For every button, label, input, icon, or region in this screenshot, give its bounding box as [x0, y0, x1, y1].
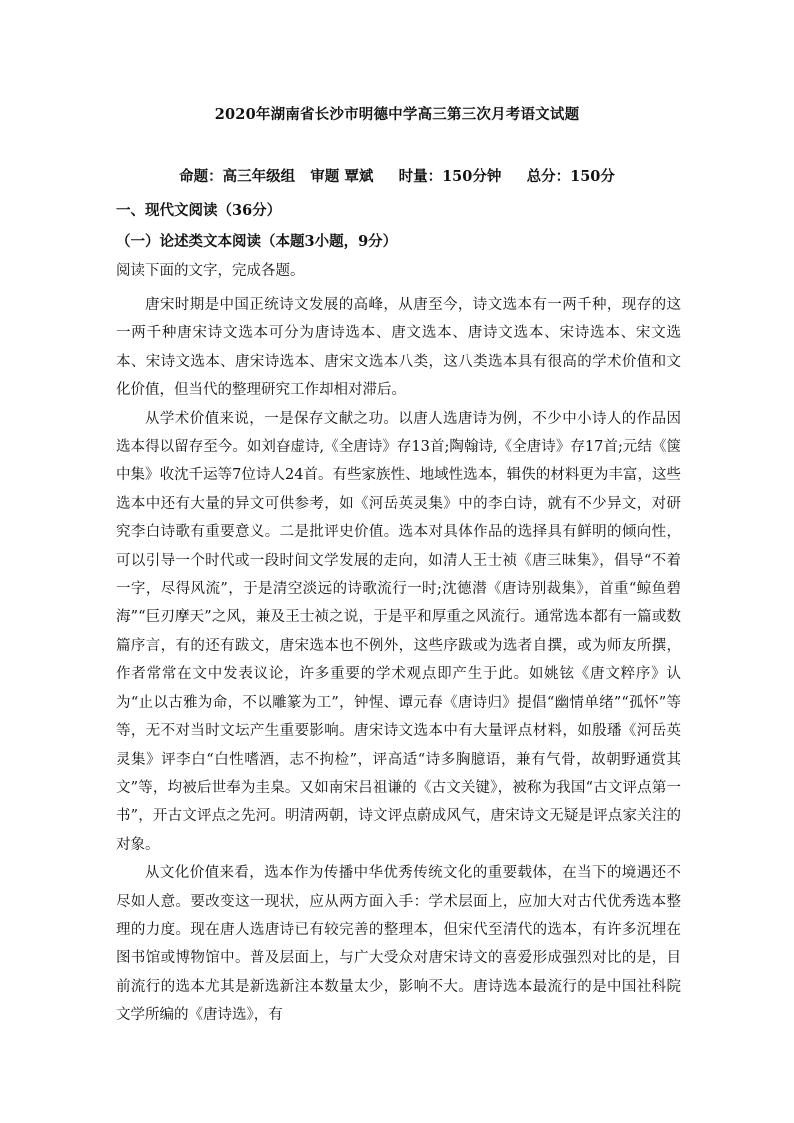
passage-body	[116, 291, 681, 1030]
passage-paragraph: 从学术价值来说，一是保存文献之功。以唐人选唐诗为例，不少中小诗人的作品因选本得以留存至今。如刘昚虚诗,《全唐诗》存13首;陶翰诗,《全唐诗》存17首;元结《箧中集》收沈千运等7位诗人24首。有些家族性、地域性选本，辑佚的材料更为丰富，这些选本中还有大量的异文可供参考，如《河岳英灵集》中的李白诗，就有不少异文，对研究李白诗歌有重要意义。二是批评史价值。选本对具体作品的选择具有鲜明的倾向性，可以引导一个时代或一段时间文学发展的走向，如清人王士祯《唐三昧集》，倡导“不着一字，尽得风流”，于是清空淡远的诗歌流行一时;沈德潜《唐诗别裁集》，首重“鲸鱼碧海”“巨刃摩天”之风，兼及王士祯之说，于是平和厚重之风流行。通常选本都有一篇或数篇序言，有的还有跋文，唐宋选本也不例外，这些序跋或为选者自撰，或为师友所撰，作者常常在文中发表议论，许多重要的学术观点即产生于此。如姚铉《唐文粹序》认为“止以古雅为命，不以雕篆为工”，钟惺、谭元春《唐诗归》提倡“幽情单绪”“孤怀”等等，无不对当时文坛产生重要影响。唐宋诗文选本中有大量评点材料，如殷璠《河岳英灵集》评李白“白性嗜酒，志不拘检”，评高适“诗多胸臆语，兼有气骨，故朝野通赏其文”等，均被后世奉为圭臬。又如南宋吕祖谦的《古文关键》，被称为我国“古文评点第一书”，开古文评点之先河。明清两朝，诗文评点蔚成风气，唐宋诗文无疑是评点家关注的对象。	[116, 410, 681, 853]
exam-title: 2020年湖南省长沙市明德中学高三第三次月考语文试题	[214, 106, 580, 123]
duration-info: 时量：150分钟	[398, 168, 502, 185]
total-score-info: 总分：150分	[526, 168, 615, 185]
proposer-info: 命题：高三年级组	[179, 168, 296, 185]
reading-instruction: 阅读下面的文字，完成各题。	[116, 263, 305, 279]
reviewer-info: 审题 覃斌	[310, 168, 374, 185]
passage-paragraph: 唐宋时期是中国正统诗文发展的高峰，从唐至今，诗文选本有一两千种，现存的这一两千种唐宋诗文选本可分为唐诗选本、唐文选本、唐诗文选本、宋诗选本、宋文选本、宋诗文选本、唐宋诗选本、唐宋文选本八类，这八类选本具有很高的学术价值和文化价值，但当代的整理研究工作却相对滞后。	[116, 297, 681, 399]
subsection-heading: （一）论述类文本阅读（本题3小题，9分）	[116, 233, 398, 250]
passage-paragraph: 从文化价值来看，选本作为传播中华优秀传统文化的重要载体，在当下的境遇还不尽如人意。要改变这一现状，应从两方面入手：学术层面上，应加大对古代优秀选本整理的力度。现在唐人选唐诗已有较完善的整理本，但宋代至清代的选本，有许多沉埋在图书馆或博物馆中。普及层面上，与广大受众对唐宋诗文的喜爱形成强烈对比的是，目前流行的选本尤其是新选新注本数量太少，影响不大。唐诗选本最流行的是中国社科院文学所编的《唐诗选》，有	[116, 865, 681, 1024]
section-heading: 一、现代文阅读（36分）	[116, 202, 282, 219]
exam-meta-line	[0, 165, 794, 186]
